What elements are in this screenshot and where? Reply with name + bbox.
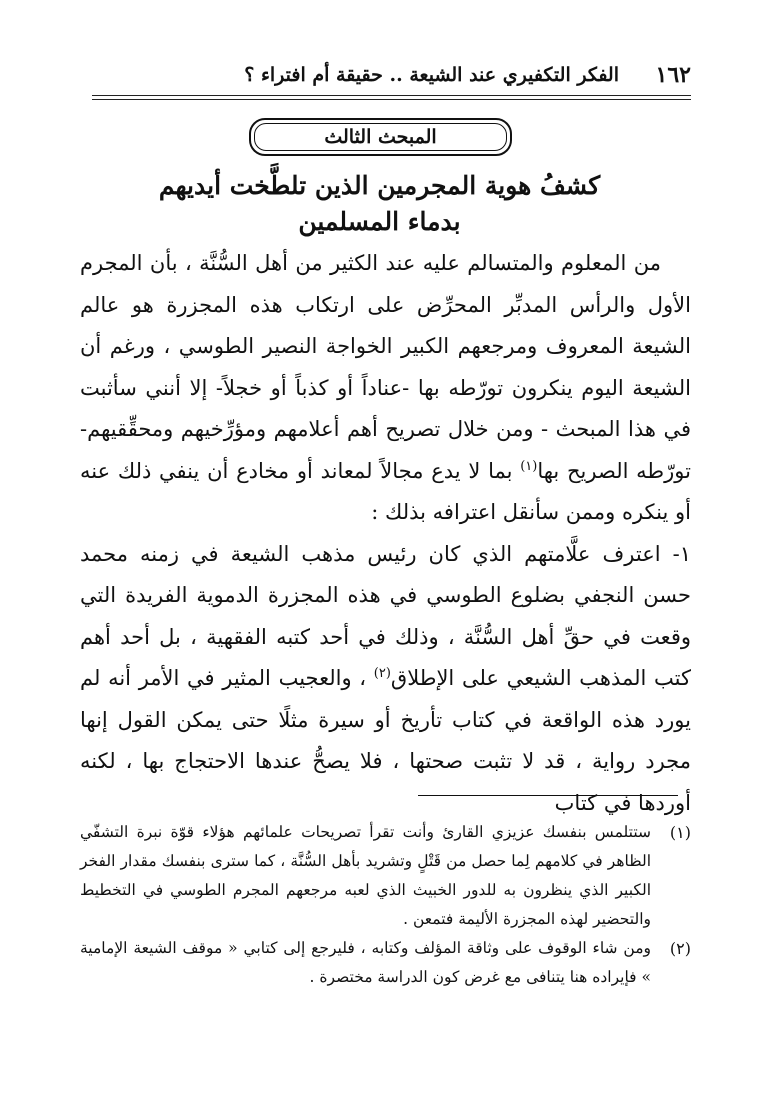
footnote-ref-1[interactable]: (١) [520,458,538,474]
running-title: الفكر التكفيري عند الشيعة .. حقيقة أم افتراء ؟ [244,64,619,86]
header-rule [92,95,691,96]
footnote-separator [418,795,678,796]
footnotes [80,818,691,992]
section-title-line-2: بدماء المسلمين [298,207,461,236]
footnote-2 [80,934,691,992]
footnote-text: ومن شاء الوقوف على وثاقة المؤلف وكتابه ، فليرجع إلى كتابي « موقف الشيعة الإمامية » فإيراده هنا يتنافى مع غرض كون الدراسة مختصرة . [80,939,651,986]
paragraph-1 [80,243,691,534]
running-header [92,62,691,96]
paragraph-2-text: ١- اعترف علَّامتهم الذي كان رئيس مذهب الشيعة في زمنه محمد حسن النجفي بضلوع الطوسي في هذه المجزرة الدموية الفريدة التي وقعت في حقِّ أهل السُّنَّة ، وذلك في أحد كتبه الفقهية ، بل أحد أهم كتب المذهب الشيعي على الإطلاق [80,541,691,690]
paragraph-1-text: من المعلوم والمتسالم عليه عند الكثير من أهل السُّنَّة ، بأن المجرم الأول والرأس المدبِّر المحرِّض على ارتكاب هذه المجزرة هو عالم الشيعة المعروف ومرجعهم الكبير الخواجة النصير الطوسي ، ورغم أن الشيعة اليوم ينكرون تورّطه بها -عناداً أو كذباً أو خجلاً- إلا أنني سأثبت في هذا المبحث - ومن خلال تصريح أهم أعلامهم ومؤرِّخيهم ومحقِّقيهم- تورّطه الصريح بها [80,251,691,483]
section-label-box [249,118,512,156]
paragraph-1-end: بما لا يدع مجالاً لمعاند أو مخادع أن ينفي ذلك عنه أو ينكره وممن سأنقل اعترافه بذلك : [80,458,691,524]
page-number: ١٦٢ [655,62,691,88]
footnote-1 [80,818,691,934]
footnote-number: (٢) [669,939,691,958]
header-rule-secondary [92,99,691,100]
section-label: المبحث الثالث [324,126,437,148]
body-text [80,243,691,824]
footnote-ref-2[interactable]: (٢) [373,666,391,681]
paragraph-2-end: ، والعجيب المثير في الأمر أنه لم يورد هذه الواقعة في كتاب تأريخ أو سيرة مثلًا حتى يمكن القول إنها مجرد رواية ، قد لا تثبت صحتها ، فلا يصحُّ عندها الاحتجاج بها ، لكنه أوردها في كتاب [80,666,691,815]
section-title-line-1: كشفُ هوية المجرمين الذين تلطَّخت أيديهم [158,171,601,200]
section-title [70,168,689,240]
footnote-number: (١) [669,823,691,842]
footnote-text: ستتلمس بنفسك عزيزي القارئ وأنت تقرأ تصريحات علمائهم هؤلاء قوّة نبرة التشفّي الظاهر في كلامهم لِما حصل من قَتْلٍ وتشريد بأهل السُّنَّة ، كما سترى بنفسك مقدار الفخر الكبير الذي ينظرون به للدور الخبيث الذي لعبه مرجعهم المجرم الطوسي في التخطيط والتحضير لهذه المجزرة الأليمة فتمعن . [80,823,651,928]
paragraph-2 [80,534,691,825]
